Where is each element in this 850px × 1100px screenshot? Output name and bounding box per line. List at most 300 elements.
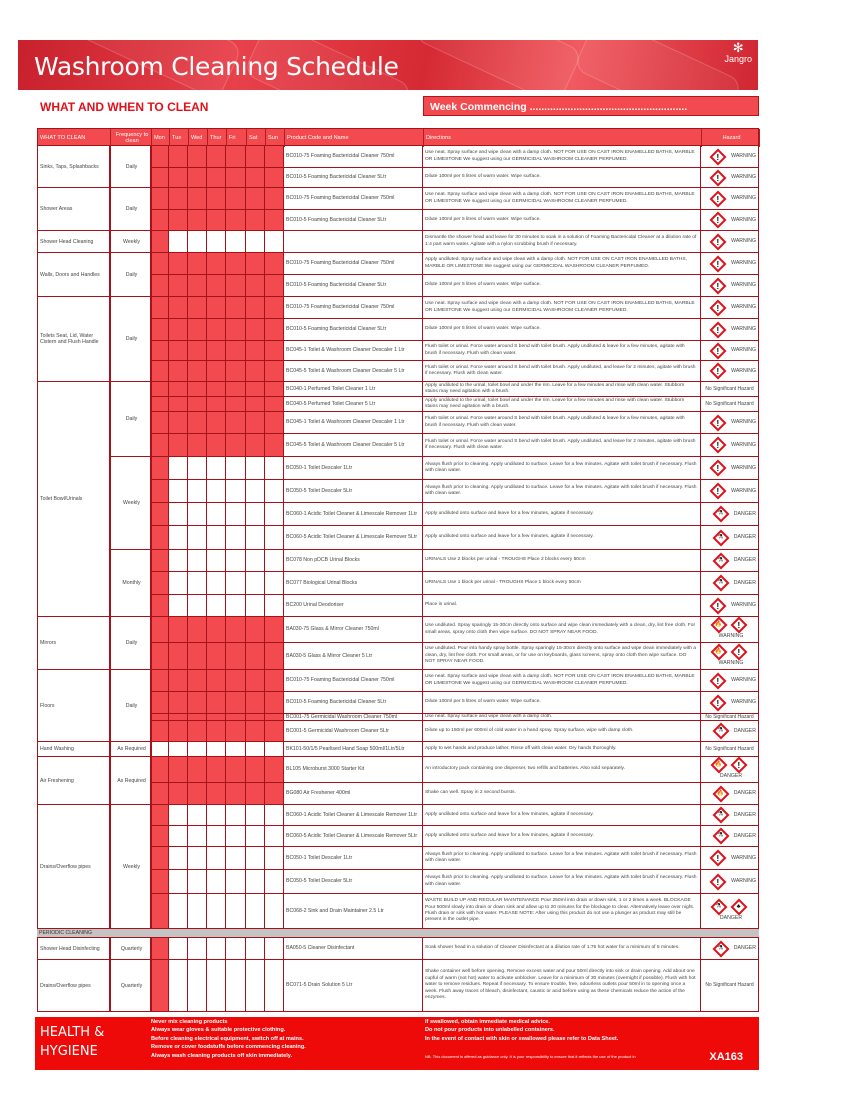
day-checkbox-sun[interactable]: [265, 643, 284, 669]
day-checkbox-wed[interactable]: [188, 210, 207, 230]
day-checkbox-sun[interactable]: [265, 253, 284, 274]
day-checkbox-sat[interactable]: [246, 231, 265, 252]
day-checkbox-sun[interactable]: [265, 670, 284, 691]
day-checkbox-fri[interactable]: [226, 670, 246, 691]
day-checkbox-thu[interactable]: [207, 231, 226, 252]
day-checkbox-sun[interactable]: [265, 692, 284, 713]
day-checkbox-mon[interactable]: [151, 714, 169, 720]
day-checkbox-fri[interactable]: [226, 692, 246, 713]
day-checkbox-mon[interactable]: [151, 382, 169, 396]
day-checkbox-mon[interactable]: [151, 397, 169, 411]
day-checkbox-sun[interactable]: [265, 341, 284, 360]
day-checkbox-thu[interactable]: [207, 341, 226, 360]
exclamation-hazard-icon: !: [710, 277, 727, 294]
day-checkbox-wed[interactable]: [188, 572, 207, 594]
product-name: BC077 Biological Urinal Blocks: [284, 572, 423, 594]
day-checkbox-sun[interactable]: [265, 412, 284, 433]
day-checkbox-tue[interactable]: [169, 742, 188, 756]
day-checkbox-sun[interactable]: [265, 457, 284, 479]
day-checkbox-fri[interactable]: [226, 397, 246, 411]
day-checkbox-thu[interactable]: [207, 382, 226, 396]
day-checkbox-fri[interactable]: [226, 146, 246, 167]
day-checkbox-wed[interactable]: [188, 783, 207, 804]
product-name: BC050-5 Toilet Descaler 5Ltr: [284, 870, 423, 893]
hazard-cell: [701, 457, 759, 479]
day-checkbox-mon[interactable]: [151, 742, 169, 756]
day-checkbox-thu[interactable]: [207, 870, 226, 893]
day-checkbox-sat[interactable]: [246, 480, 265, 502]
day-checkbox-wed[interactable]: [188, 721, 207, 741]
day-checkbox-sun[interactable]: [265, 938, 284, 959]
exclamation-hazard-icon: !: [710, 233, 727, 250]
day-checkbox-fri[interactable]: [226, 168, 246, 187]
day-checkbox-thu[interactable]: [207, 503, 226, 525]
day-checkbox-fri[interactable]: [226, 275, 246, 296]
hazard-label: No Significant Hazard: [705, 385, 754, 392]
day-checkbox-fri[interactable]: [226, 572, 246, 594]
day-checkbox-fri[interactable]: [226, 783, 246, 804]
day-checkbox-tue[interactable]: [169, 382, 188, 396]
day-checkbox-sun[interactable]: [265, 721, 284, 741]
day-checkbox-mon[interactable]: [151, 434, 169, 456]
day-checkbox-thu[interactable]: [207, 361, 226, 381]
day-checkbox-sat[interactable]: [246, 870, 265, 893]
hazard-label: DANGER: [733, 790, 756, 796]
day-checkbox-tue[interactable]: [169, 617, 188, 642]
day-checkbox-thu[interactable]: [207, 397, 226, 411]
day-checkbox-mon[interactable]: [151, 572, 169, 594]
day-checkbox-wed[interactable]: [188, 188, 207, 209]
day-checkbox-thu[interactable]: [207, 617, 226, 642]
day-checkbox-tue[interactable]: [169, 643, 188, 669]
day-checkbox-fri[interactable]: [226, 319, 246, 340]
day-checkbox-fri[interactable]: [226, 434, 246, 456]
day-checkbox-mon[interactable]: [151, 617, 169, 642]
day-checkbox-sun[interactable]: [265, 847, 284, 869]
day-checkbox-thu[interactable]: [207, 319, 226, 340]
day-checkbox-wed[interactable]: [188, 146, 207, 167]
day-checkbox-fri[interactable]: [226, 757, 246, 782]
week-commencing-field[interactable]: Week Commencing ......................................................: [423, 96, 759, 116]
day-checkbox-thu[interactable]: [207, 692, 226, 713]
day-checkbox-thu[interactable]: [207, 253, 226, 274]
day-checkbox-wed[interactable]: [188, 397, 207, 411]
day-checkbox-wed[interactable]: [188, 805, 207, 825]
day-checkbox-thu[interactable]: [207, 550, 226, 571]
day-checkbox-wed[interactable]: [188, 457, 207, 479]
day-checkbox-mon[interactable]: [151, 721, 169, 741]
day-checkbox-sat[interactable]: [246, 253, 265, 274]
day-checkbox-tue[interactable]: [169, 721, 188, 741]
directions-text: WASTE BUILD UP AND REGULAR MAINTENANCE Pour 250ml into drain or down sink, 1 or 2 times a week. BLOCKAGE Pour 500ml slowly into drain or down sink and allow up to 20 minutes for the blockage to clear. Alternatively leave over night. Flush drain or sink with hot water. PLEASE NOTE: After using this product do not use a plunger as product may still be present in the outlet pipe.: [423, 894, 701, 928]
day-checkbox-sat[interactable]: [246, 361, 265, 381]
day-checkbox-sun[interactable]: [265, 805, 284, 825]
hazard-cell: [701, 870, 759, 893]
day-checkbox-sun[interactable]: [265, 231, 284, 252]
day-checkbox-mon[interactable]: [151, 550, 169, 571]
day-checkbox-thu[interactable]: [207, 783, 226, 804]
day-checkbox-thu[interactable]: [207, 434, 226, 456]
day-checkbox-sat[interactable]: [246, 319, 265, 340]
day-checkbox-tue[interactable]: [169, 550, 188, 571]
day-checkbox-sat[interactable]: [246, 847, 265, 869]
day-checkbox-sat[interactable]: [246, 457, 265, 479]
day-checkbox-tue[interactable]: [169, 168, 188, 187]
hazard-icons: [712, 485, 728, 497]
day-checkbox-sat[interactable]: [246, 960, 265, 1011]
day-checkbox-tue[interactable]: [169, 319, 188, 340]
day-checkbox-sun[interactable]: [265, 526, 284, 549]
day-checkbox-sun[interactable]: [265, 572, 284, 594]
day-checkbox-mon[interactable]: [151, 595, 169, 616]
hazard-cell: [701, 526, 759, 549]
table-row: [151, 434, 759, 457]
day-checkbox-mon[interactable]: [151, 319, 169, 340]
day-checkbox-tue[interactable]: [169, 692, 188, 713]
day-checkbox-wed[interactable]: [188, 742, 207, 756]
day-checkbox-mon[interactable]: [151, 361, 169, 381]
day-checkbox-sat[interactable]: [246, 783, 265, 804]
day-checkbox-sat[interactable]: [246, 714, 265, 720]
day-checkbox-thu[interactable]: [207, 643, 226, 669]
day-checkbox-sat[interactable]: [246, 188, 265, 209]
day-checkbox-tue[interactable]: [169, 783, 188, 804]
day-checkbox-thu[interactable]: [207, 595, 226, 616]
day-checkbox-sat[interactable]: [246, 617, 265, 642]
day-checkbox-fri[interactable]: [226, 938, 246, 959]
day-checkbox-sat[interactable]: [246, 297, 265, 318]
table-row: [151, 643, 759, 670]
day-checkbox-sat[interactable]: [246, 805, 265, 825]
product-name: BC050-1 Toilet Descaler 1Ltr: [284, 847, 423, 869]
day-checkbox-wed[interactable]: [188, 692, 207, 713]
day-checkbox-sat[interactable]: [246, 275, 265, 296]
day-checkbox-sat[interactable]: [246, 168, 265, 187]
day-checkbox-sat[interactable]: [246, 742, 265, 756]
hazard-icons: [712, 876, 728, 888]
day-checkbox-fri[interactable]: [226, 210, 246, 230]
hazard-label: No Significant Hazard: [705, 982, 754, 988]
day-checkbox-mon[interactable]: [151, 253, 169, 274]
day-checkbox-mon[interactable]: [151, 670, 169, 691]
day-checkbox-sun[interactable]: [265, 783, 284, 804]
day-checkbox-mon[interactable]: [151, 297, 169, 318]
day-checkbox-wed[interactable]: [188, 434, 207, 456]
day-checkbox-sat[interactable]: [246, 692, 265, 713]
day-checkbox-mon[interactable]: [151, 960, 169, 1011]
day-checkbox-sun[interactable]: [265, 960, 284, 1011]
day-checkbox-fri[interactable]: [226, 894, 246, 928]
day-checkbox-thu[interactable]: [207, 938, 226, 959]
day-checkbox-tue[interactable]: [169, 412, 188, 433]
day-checkbox-sat[interactable]: [246, 550, 265, 571]
day-checkbox-sun[interactable]: [265, 894, 284, 928]
day-checkbox-tue[interactable]: [169, 572, 188, 594]
table-row: [151, 275, 759, 297]
day-checkbox-wed[interactable]: [188, 382, 207, 396]
day-checkbox-tue[interactable]: [169, 434, 188, 456]
day-checkbox-tue[interactable]: [169, 960, 188, 1011]
day-checkbox-wed[interactable]: [188, 960, 207, 1011]
day-checkbox-wed[interactable]: [188, 361, 207, 381]
directions-text: Place in urinal.: [423, 595, 701, 616]
day-checkbox-fri[interactable]: [226, 297, 246, 318]
day-checkbox-thu[interactable]: [207, 480, 226, 502]
day-checkbox-tue[interactable]: [169, 457, 188, 479]
hazard-icons: [712, 345, 728, 357]
day-checkbox-sat[interactable]: [246, 146, 265, 167]
day-checkbox-fri[interactable]: [226, 870, 246, 893]
day-checkbox-thu[interactable]: [207, 297, 226, 318]
day-checkbox-sun[interactable]: [265, 319, 284, 340]
day-checkbox-sun[interactable]: [265, 397, 284, 411]
day-checkbox-thu[interactable]: [207, 275, 226, 296]
day-checkbox-tue[interactable]: [169, 297, 188, 318]
day-checkbox-tue[interactable]: [169, 714, 188, 720]
day-checkbox-mon[interactable]: [151, 938, 169, 959]
day-checkbox-mon[interactable]: [151, 457, 169, 479]
day-checkbox-mon[interactable]: [151, 805, 169, 825]
day-checkbox-thu[interactable]: [207, 168, 226, 187]
day-checkbox-fri[interactable]: [226, 714, 246, 720]
day-checkbox-fri[interactable]: [226, 826, 246, 846]
day-checkbox-mon[interactable]: [151, 870, 169, 893]
day-checkbox-mon[interactable]: [151, 231, 169, 252]
day-checkbox-thu[interactable]: [207, 742, 226, 756]
day-checkbox-wed[interactable]: [188, 341, 207, 360]
day-checkbox-sat[interactable]: [246, 670, 265, 691]
day-checkbox-sat[interactable]: [246, 721, 265, 741]
day-checkbox-thu[interactable]: [207, 826, 226, 846]
day-checkbox-tue[interactable]: [169, 275, 188, 296]
day-checkbox-thu[interactable]: [207, 210, 226, 230]
area-cell: Toilet Bowl/Urinals: [37, 382, 110, 617]
table-row: [151, 526, 759, 550]
day-checkbox-sat[interactable]: [246, 412, 265, 433]
day-checkbox-fri[interactable]: [226, 480, 246, 502]
day-checkbox-sat[interactable]: [246, 397, 265, 411]
day-checkbox-thu[interactable]: [207, 188, 226, 209]
day-checkbox-fri[interactable]: [226, 550, 246, 571]
day-checkbox-fri[interactable]: [226, 595, 246, 616]
day-checkbox-mon[interactable]: [151, 275, 169, 296]
day-checkbox-fri[interactable]: [226, 742, 246, 756]
day-checkbox-tue[interactable]: [169, 805, 188, 825]
day-checkbox-wed[interactable]: [188, 412, 207, 433]
day-checkbox-sun[interactable]: [265, 168, 284, 187]
day-checkbox-sat[interactable]: [246, 503, 265, 525]
day-checkbox-tue[interactable]: [169, 847, 188, 869]
day-checkbox-sun[interactable]: [265, 826, 284, 846]
day-checkbox-thu[interactable]: [207, 146, 226, 167]
day-checkbox-tue[interactable]: [169, 938, 188, 959]
day-checkbox-tue[interactable]: [169, 188, 188, 209]
day-checkbox-sun[interactable]: [265, 742, 284, 756]
directions-text: Dilute 100ml per 5 litres of warm water. Wipe surface.: [423, 275, 701, 296]
day-checkbox-sun[interactable]: [265, 480, 284, 502]
day-checkbox-wed[interactable]: [188, 826, 207, 846]
day-checkbox-mon[interactable]: [151, 783, 169, 804]
day-checkbox-thu[interactable]: [207, 894, 226, 928]
day-checkbox-fri[interactable]: [226, 503, 246, 525]
day-checkbox-sat[interactable]: [246, 382, 265, 396]
day-checkbox-sun[interactable]: [265, 434, 284, 456]
day-checkbox-fri[interactable]: [226, 253, 246, 274]
day-checkbox-tue[interactable]: [169, 757, 188, 782]
day-checkbox-thu[interactable]: [207, 847, 226, 869]
day-checkbox-wed[interactable]: [188, 894, 207, 928]
day-checkbox-sat[interactable]: [246, 938, 265, 959]
day-checkbox-sun[interactable]: [265, 617, 284, 642]
day-checkbox-tue[interactable]: [169, 870, 188, 893]
product-name: BC010-5 Foaming Bactericidal Cleaner 5Ltr: [284, 275, 423, 296]
day-checkbox-tue[interactable]: [169, 397, 188, 411]
day-checkbox-thu[interactable]: [207, 526, 226, 549]
day-checkbox-wed[interactable]: [188, 550, 207, 571]
day-checkbox-wed[interactable]: [188, 757, 207, 782]
day-checkbox-tue[interactable]: [169, 526, 188, 549]
day-checkbox-fri[interactable]: [226, 361, 246, 381]
day-checkbox-mon[interactable]: [151, 643, 169, 669]
day-checkbox-wed[interactable]: [188, 670, 207, 691]
day-checkbox-mon[interactable]: [151, 847, 169, 869]
day-checkbox-fri[interactable]: [226, 231, 246, 252]
day-checkbox-mon[interactable]: [151, 188, 169, 209]
day-checkbox-fri[interactable]: [226, 721, 246, 741]
day-checkbox-wed[interactable]: [188, 275, 207, 296]
day-checkbox-sun[interactable]: [265, 188, 284, 209]
day-checkbox-sun[interactable]: [265, 275, 284, 296]
day-checkbox-sat[interactable]: [246, 341, 265, 360]
day-checkbox-mon[interactable]: [151, 757, 169, 782]
day-checkbox-thu[interactable]: [207, 757, 226, 782]
day-checkbox-sat[interactable]: [246, 434, 265, 456]
day-checkbox-tue[interactable]: [169, 253, 188, 274]
day-checkbox-mon[interactable]: [151, 341, 169, 360]
day-checkbox-mon[interactable]: [151, 692, 169, 713]
day-checkbox-fri[interactable]: [226, 188, 246, 209]
hazard-label: WARNING: [731, 347, 756, 353]
day-checkbox-tue[interactable]: [169, 894, 188, 928]
day-checkbox-wed[interactable]: [188, 617, 207, 642]
day-checkbox-tue[interactable]: [169, 210, 188, 230]
day-checkbox-tue[interactable]: [169, 595, 188, 616]
day-checkbox-mon[interactable]: [151, 480, 169, 502]
day-checkbox-fri[interactable]: [226, 457, 246, 479]
day-checkbox-wed[interactable]: [188, 595, 207, 616]
day-checkbox-wed[interactable]: [188, 231, 207, 252]
day-checkbox-thu[interactable]: [207, 960, 226, 1011]
day-checkbox-mon[interactable]: [151, 826, 169, 846]
day-checkbox-sun[interactable]: [265, 550, 284, 571]
day-checkbox-mon[interactable]: [151, 503, 169, 525]
day-checkbox-fri[interactable]: [226, 617, 246, 642]
day-checkbox-mon[interactable]: [151, 526, 169, 549]
day-checkbox-wed[interactable]: [188, 253, 207, 274]
hazard-icons: [712, 675, 728, 687]
day-checkbox-sat[interactable]: [246, 595, 265, 616]
frequency-cell: Weekly: [110, 231, 151, 253]
day-checkbox-wed[interactable]: [188, 938, 207, 959]
day-checkbox-thu[interactable]: [207, 714, 226, 720]
day-checkbox-sun[interactable]: [265, 757, 284, 782]
column-header: Sat: [247, 129, 266, 147]
day-checkbox-fri[interactable]: [226, 643, 246, 669]
directions-text: Shake container well before opening. Remove excess water and pour 50ml directly into sink or drain opening. Add about one cupful of warm (not hot) water to activate unblocker. Leave for a minimum of 30 minutes (overnight if possible). Flush with hot water to remove residues. Repeat if necessary. To ensure trouble, free, odourless outlets pour 50ml in to opening once a week. Flush away traces of bleach, disinfectant, caustic or acid before using as these chemicals reduce the action of the enzymes.: [423, 960, 701, 1011]
day-checkbox-sat[interactable]: [246, 572, 265, 594]
day-checkbox-sun[interactable]: [265, 595, 284, 616]
directions-text: Apply undiluted to the urinal, toilet bowl and under the rim. Leave for a few minutes and rinse with clean water. Stubborn stains may need agitation with a brush.: [423, 382, 701, 396]
day-checkbox-fri[interactable]: [226, 412, 246, 433]
day-checkbox-tue[interactable]: [169, 231, 188, 252]
day-checkbox-mon[interactable]: [151, 894, 169, 928]
day-checkbox-fri[interactable]: [226, 847, 246, 869]
day-checkbox-wed[interactable]: [188, 526, 207, 549]
day-checkbox-tue[interactable]: [169, 670, 188, 691]
table-row: [151, 319, 759, 341]
day-checkbox-thu[interactable]: [207, 721, 226, 741]
day-checkbox-sun[interactable]: [265, 297, 284, 318]
day-checkbox-sat[interactable]: [246, 526, 265, 549]
day-checkbox-wed[interactable]: [188, 168, 207, 187]
day-checkbox-sun[interactable]: [265, 503, 284, 525]
day-checkbox-sat[interactable]: [246, 643, 265, 669]
day-checkbox-sun[interactable]: [265, 714, 284, 720]
day-checkbox-thu[interactable]: [207, 670, 226, 691]
day-checkbox-fri[interactable]: [226, 341, 246, 360]
day-checkbox-thu[interactable]: [207, 412, 226, 433]
day-checkbox-tue[interactable]: [169, 826, 188, 846]
day-checkbox-thu[interactable]: [207, 457, 226, 479]
day-checkbox-wed[interactable]: [188, 480, 207, 502]
day-checkbox-sun[interactable]: [265, 382, 284, 396]
day-checkbox-mon[interactable]: [151, 412, 169, 433]
day-checkbox-wed[interactable]: [188, 643, 207, 669]
day-checkbox-tue[interactable]: [169, 480, 188, 502]
day-checkbox-thu[interactable]: [207, 805, 226, 825]
day-checkbox-sun[interactable]: [265, 146, 284, 167]
hazard-label: WARNING: [731, 153, 756, 159]
day-checkbox-tue[interactable]: [169, 361, 188, 381]
day-checkbox-wed[interactable]: [188, 503, 207, 525]
day-checkbox-wed[interactable]: [188, 319, 207, 340]
day-checkbox-sat[interactable]: [246, 210, 265, 230]
day-checkbox-tue[interactable]: [169, 503, 188, 525]
day-checkbox-fri[interactable]: [226, 382, 246, 396]
day-checkbox-sun[interactable]: [265, 361, 284, 381]
day-checkbox-fri[interactable]: [226, 526, 246, 549]
day-checkbox-sat[interactable]: [246, 826, 265, 846]
day-checkbox-sun[interactable]: [265, 210, 284, 230]
day-checkbox-mon[interactable]: [151, 210, 169, 230]
day-checkbox-tue[interactable]: [169, 341, 188, 360]
day-checkbox-fri[interactable]: [226, 960, 246, 1011]
day-checkbox-wed[interactable]: [188, 714, 207, 720]
day-checkbox-mon[interactable]: [151, 168, 169, 187]
day-checkbox-wed[interactable]: [188, 847, 207, 869]
directions-text: Use neat. Spray surface and wipe clean with a damp cloth. NOT FOR USE ON CAST IRON ENAMELLED BATHS, MARBLE OR LIMESTONE We suggest using our GERMICIDAL WASHROOM CLEANER PERFUMED.: [423, 188, 701, 209]
day-checkbox-tue[interactable]: [169, 146, 188, 167]
corrosive-hazard-icon: ⚗: [712, 723, 729, 740]
day-checkbox-thu[interactable]: [207, 572, 226, 594]
day-checkbox-sun[interactable]: [265, 870, 284, 893]
day-checkbox-wed[interactable]: [188, 297, 207, 318]
day-checkbox-mon[interactable]: [151, 146, 169, 167]
day-checkbox-wed[interactable]: [188, 870, 207, 893]
day-checkbox-sat[interactable]: [246, 894, 265, 928]
day-checkbox-fri[interactable]: [226, 805, 246, 825]
day-checkbox-sat[interactable]: [246, 757, 265, 782]
